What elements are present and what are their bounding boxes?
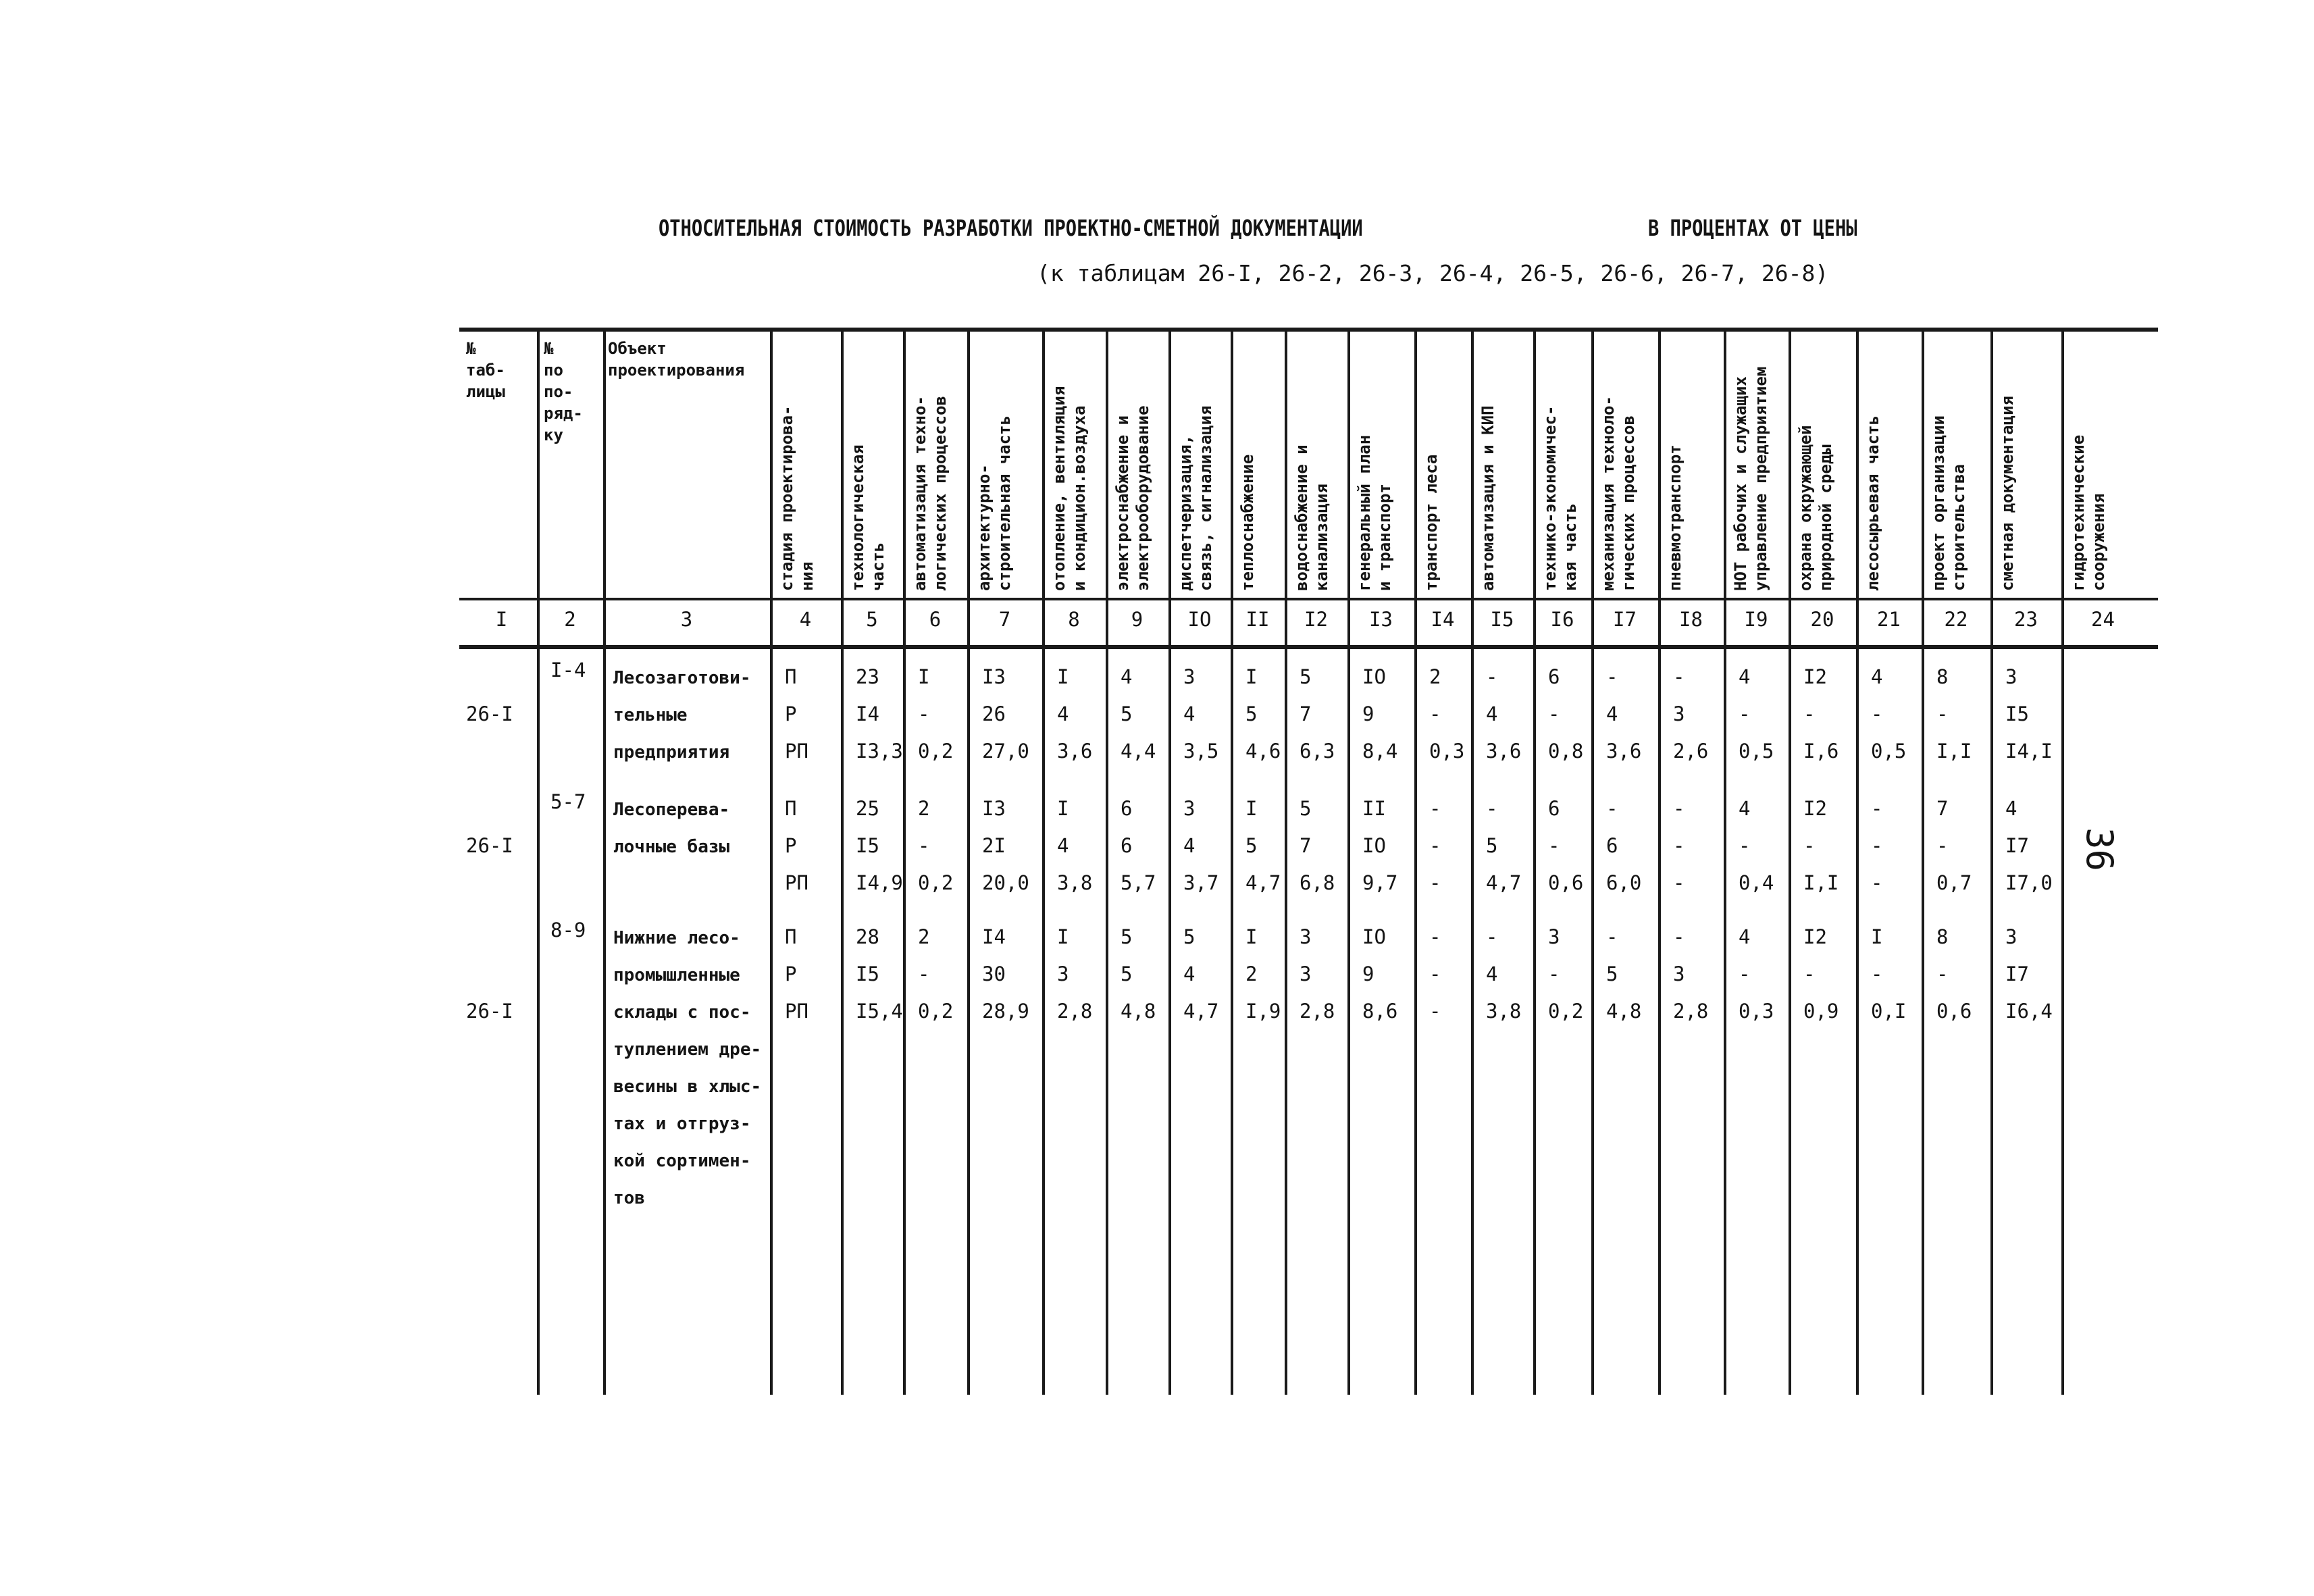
table-cell: 2: [918, 797, 930, 820]
table-cell: 6: [1548, 665, 1560, 688]
column-number: 21: [1877, 608, 1901, 631]
table-cell: 3: [1057, 962, 1069, 985]
order-number: 5-7: [550, 790, 586, 813]
table-cell: 4: [2005, 797, 2017, 820]
table-cell: -: [1673, 925, 1685, 948]
table-cell: 23: [856, 665, 879, 688]
table-cell: -: [918, 702, 930, 725]
column-number: 22: [1944, 608, 1968, 631]
table-cell: 0,4: [1739, 871, 1774, 894]
header-column-22: проект организации строительства: [1929, 415, 1968, 591]
table-cell: -: [1606, 925, 1618, 948]
table-cell: I7,0: [2005, 871, 2053, 894]
table-cell: I7: [2005, 962, 2029, 985]
table-cell: -: [1739, 962, 1751, 985]
header-column-8: отопление, вентиляция и кондицион.воздуха: [1050, 386, 1089, 591]
column-divider: [1922, 328, 1924, 1395]
object-name: Лесозаготови- тельные предприятия: [613, 668, 751, 763]
table-cell: I: [1057, 665, 1069, 688]
table-cell: 2,8: [1057, 1000, 1093, 1023]
table-cell: -: [1673, 665, 1685, 688]
table-cell: РП: [785, 1000, 808, 1023]
column-divider: [1106, 328, 1108, 1395]
table-cell: 4,7: [1486, 871, 1522, 894]
column-divider: [770, 328, 773, 1395]
table-cell: -: [1429, 925, 1441, 948]
table-cell: -: [1673, 797, 1685, 820]
table-cell: 4: [1183, 702, 1195, 725]
table-cell: I,6: [1803, 740, 1839, 763]
table-cell: I: [1871, 925, 1883, 948]
table-cell: I5,4: [856, 1000, 903, 1023]
table-cell: I: [1245, 665, 1258, 688]
table-cell: 9,7: [1362, 871, 1398, 894]
table-cell: 4: [1183, 962, 1195, 985]
table-cell: 3: [1548, 925, 1560, 948]
table-cell: -: [1739, 834, 1751, 857]
column-divider: [1724, 328, 1726, 1395]
table-cell: I: [1245, 925, 1258, 948]
table-cell: 3,8: [1486, 1000, 1522, 1023]
header-column-21: лесосырьевая часть: [1863, 415, 1882, 591]
table-cell: II: [1362, 797, 1386, 820]
table-cell: 4: [1057, 702, 1069, 725]
column-divider: [1658, 328, 1661, 1395]
table-cell: -: [1871, 962, 1883, 985]
table-cell: I4,9: [856, 871, 903, 894]
table-cell: 0,7: [1936, 871, 1972, 894]
table-cell: 3: [1183, 665, 1195, 688]
table-cell: 28: [856, 925, 879, 948]
table-cell: 27,0: [982, 740, 1029, 763]
table-cell: 0,2: [918, 740, 954, 763]
table-cell: -: [1486, 797, 1498, 820]
column-number: 5: [866, 608, 878, 631]
table-cell: 4,8: [1121, 1000, 1156, 1023]
column-number: 4: [799, 608, 812, 631]
header-column-15: автоматизация и КИП: [1479, 405, 1497, 591]
table-cell: 5: [1121, 925, 1133, 948]
table-cell: 5: [1245, 702, 1258, 725]
column-divider: [1168, 328, 1171, 1395]
table-number: 26-I: [466, 702, 513, 725]
document-title: ОТНОСИТЕЛЬНАЯ СТОИМОСТЬ РАЗРАБОТКИ ПРОЕКТНО-СМЕТНОЙ ДОКУМЕНТАЦИИ: [659, 215, 1363, 241]
table-cell: 4: [1486, 702, 1498, 725]
table-cell: IO: [1362, 925, 1386, 948]
table-cell: 0,5: [1871, 740, 1907, 763]
column-number: 8: [1068, 608, 1080, 631]
table-cell: 0,3: [1429, 740, 1465, 763]
table-cell: -: [1871, 834, 1883, 857]
table-cell: 9: [1362, 962, 1374, 985]
header-column-19: НОТ рабочих и служащих управление предприятием: [1731, 366, 1770, 591]
column-divider: [1285, 328, 1287, 1395]
table-cell: 0,I: [1871, 1000, 1907, 1023]
column-number: 3: [680, 608, 693, 631]
table-cell: I: [1245, 797, 1258, 820]
header-column-6: автоматизация техно- логических процессов: [910, 396, 950, 591]
table-cell: 26: [982, 702, 1006, 725]
table-cell: I3,3: [856, 740, 903, 763]
column-number: I3: [1369, 608, 1393, 631]
column-number: 24: [2091, 608, 2115, 631]
table-cell: I2: [1803, 665, 1827, 688]
header-column-18: пневмотранспорт: [1666, 444, 1685, 591]
table-cell: 4,4: [1121, 740, 1156, 763]
table-cell: 5: [1300, 797, 1312, 820]
table-cell: 3,6: [1057, 740, 1093, 763]
table-cell: 3: [1183, 797, 1195, 820]
table-cell: 6: [1548, 797, 1560, 820]
column-divider: [1042, 328, 1045, 1395]
header-column-9: электроснабжение и электрооборудование: [1113, 405, 1152, 591]
table-cell: IO: [1362, 834, 1386, 857]
table-cell: 2,8: [1673, 1000, 1709, 1023]
header-column-10: диспетчеризация, связь, сигнализация: [1176, 405, 1215, 591]
table-cell: -: [1429, 834, 1441, 857]
table-cell: -: [1429, 871, 1441, 894]
table-cell: Р: [785, 962, 797, 985]
column-divider: [537, 328, 540, 1395]
table-cell: I: [1057, 925, 1069, 948]
table-cell: -: [1429, 1000, 1441, 1023]
order-number: 8-9: [550, 919, 586, 942]
header-column-12: водоснабжение и канализация: [1292, 444, 1331, 591]
table-cell: 4: [1183, 834, 1195, 857]
page-number: 36: [2078, 827, 2121, 872]
column-number: I8: [1679, 608, 1703, 631]
table-cell: 6: [1121, 834, 1133, 857]
table-cell: I: [1057, 797, 1069, 820]
table-cell: П: [785, 925, 797, 948]
table-cell: I,I: [1803, 871, 1839, 894]
table-cell: -: [1548, 702, 1560, 725]
table-cell: 4,7: [1183, 1000, 1219, 1023]
table-cell: -: [1936, 962, 1949, 985]
table-cell: 5: [1245, 834, 1258, 857]
table-cell: 8: [1936, 925, 1949, 948]
column-divider: [841, 328, 844, 1395]
table-cell: 0,2: [1548, 1000, 1584, 1023]
column-divider: [1591, 328, 1594, 1395]
table-cell: 5: [1121, 702, 1133, 725]
column-number: 23: [2014, 608, 2038, 631]
table-cell: 2: [1429, 665, 1441, 688]
table-cell: -: [1429, 797, 1441, 820]
object-name: Лесоперева- лочные базы: [613, 800, 730, 857]
document-subtitle: (к таблицам 26-I, 26-2, 26-3, 26-4, 26-5, 26-6, 26-7, 26-8): [1037, 260, 1829, 286]
table-cell: -: [1486, 665, 1498, 688]
column-number: I5: [1490, 608, 1514, 631]
table-cell: 3,5: [1183, 740, 1219, 763]
table-cell: 0,2: [918, 1000, 954, 1023]
table-cell: 8,4: [1362, 740, 1398, 763]
table-cell: 0,5: [1739, 740, 1774, 763]
table-cell: 4,8: [1606, 1000, 1642, 1023]
header-order-number: № по по- ряд- ку: [544, 339, 583, 444]
table-top-rule: [459, 328, 2158, 332]
table-cell: 6: [1606, 834, 1618, 857]
column-number: 9: [1131, 608, 1143, 631]
table-cell: 3: [1300, 962, 1312, 985]
table-cell: I2: [1803, 925, 1827, 948]
table-cell: 3: [2005, 925, 2017, 948]
header-column-17: механизация техноло- гических процессов: [1599, 396, 1638, 591]
table-cell: 6,0: [1606, 871, 1642, 894]
table-cell: 6,3: [1300, 740, 1335, 763]
column-divider: [2061, 328, 2064, 1395]
table-cell: 6: [1121, 797, 1133, 820]
column-divider: [1789, 328, 1791, 1395]
table-cell: 2: [1245, 962, 1258, 985]
order-number: I-4: [550, 659, 586, 681]
table-cell: -: [1803, 834, 1816, 857]
table-cell: -: [1548, 962, 1560, 985]
table-cell: -: [1429, 702, 1441, 725]
column-divider: [903, 328, 906, 1395]
table-cell: I4: [856, 702, 879, 725]
table-cell: 2: [918, 925, 930, 948]
table-cell: -: [1936, 834, 1949, 857]
table-cell: I3: [982, 797, 1006, 820]
column-divider: [1990, 328, 1993, 1395]
table-cell: I3: [982, 665, 1006, 688]
table-cell: 5: [1486, 834, 1498, 857]
header-table-number: № таб- лицы: [466, 339, 505, 401]
table-cell: 5: [1183, 925, 1195, 948]
table-cell: 5: [1606, 962, 1618, 985]
table-cell: I4,I: [2005, 740, 2053, 763]
table-cell: 7: [1936, 797, 1949, 820]
table-cell: 4,7: [1245, 871, 1281, 894]
table-cell: 7: [1300, 834, 1312, 857]
table-cell: П: [785, 665, 797, 688]
header-column-14: транспорт леса: [1422, 454, 1441, 591]
table-cell: 4: [1121, 665, 1133, 688]
table-cell: 3,7: [1183, 871, 1219, 894]
table-cell: 5: [1300, 665, 1312, 688]
table-cell: -: [918, 962, 930, 985]
header-column-7: архитектурно- строительная часть: [975, 415, 1014, 591]
header-column-16: технико-экономичес- кая часть: [1541, 405, 1580, 591]
header-column-13: генеральный план и транспорт: [1355, 434, 1394, 591]
column-divider: [1856, 328, 1859, 1395]
table-cell: 4: [1871, 665, 1883, 688]
table-cell: 2I: [982, 834, 1006, 857]
column-number: I9: [1744, 608, 1768, 631]
table-cell: -: [1606, 665, 1618, 688]
table-cell: -: [1871, 797, 1883, 820]
column-divider: [603, 328, 606, 1395]
column-divider: [1231, 328, 1233, 1395]
header-column-11: теплоснабжение: [1238, 454, 1257, 591]
header-column-4: стадия проектирова- ния: [777, 405, 817, 591]
column-number: I: [495, 608, 508, 631]
table-cell: I5: [856, 834, 879, 857]
table-cell: 4: [1057, 834, 1069, 857]
table-cell: 3,6: [1606, 740, 1642, 763]
table-cell: 3: [1673, 962, 1685, 985]
table-cell: 0,8: [1548, 740, 1584, 763]
table-cell: I4: [982, 925, 1006, 948]
document-title-unit: В ПРОЦЕНТАХ ОТ ЦЕНЫ: [1648, 215, 1857, 241]
table-cell: 3,8: [1057, 871, 1093, 894]
numbers-bottom-rule: [459, 645, 2158, 649]
table-cell: -: [1606, 797, 1618, 820]
column-number: I7: [1613, 608, 1637, 631]
header-column-20: охрана окружающей природной среды: [1796, 425, 1835, 591]
table-cell: I: [918, 665, 930, 688]
table-cell: 2,6: [1673, 740, 1709, 763]
table-cell: -: [1739, 702, 1751, 725]
column-divider: [1414, 328, 1417, 1395]
table-cell: IO: [1362, 665, 1386, 688]
table-cell: 5: [1121, 962, 1133, 985]
table-cell: -: [1936, 702, 1949, 725]
table-cell: -: [1486, 925, 1498, 948]
header-object: Объект проектирования: [608, 339, 745, 380]
table-cell: -: [1548, 834, 1560, 857]
table-cell: I5: [856, 962, 879, 985]
table-cell: РП: [785, 871, 808, 894]
table-cell: 4: [1739, 665, 1751, 688]
table-cell: 9: [1362, 702, 1374, 725]
table-cell: 0,3: [1739, 1000, 1774, 1023]
table-cell: 20,0: [982, 871, 1029, 894]
table-cell: 30: [982, 962, 1006, 985]
column-divider: [1347, 328, 1350, 1395]
table-cell: Р: [785, 834, 797, 857]
table-cell: -: [1429, 962, 1441, 985]
table-cell: 8,6: [1362, 1000, 1398, 1023]
table-cell: 0,9: [1803, 1000, 1839, 1023]
table-cell: I5: [2005, 702, 2029, 725]
table-cell: 4: [1606, 702, 1618, 725]
column-number: 7: [998, 608, 1011, 631]
table-cell: 3: [1673, 702, 1685, 725]
table-cell: 6,8: [1300, 871, 1335, 894]
header-column-24: гидротехнические сооружения: [2069, 434, 2108, 591]
column-number: II: [1245, 608, 1270, 631]
table-cell: 7: [1300, 702, 1312, 725]
table-cell: 4: [1486, 962, 1498, 985]
column-number: I2: [1304, 608, 1328, 631]
table-cell: -: [1871, 871, 1883, 894]
header-bottom-rule: [459, 598, 2158, 600]
table-cell: -: [1803, 702, 1816, 725]
table-cell: 4,6: [1245, 740, 1281, 763]
table-cell: -: [918, 834, 930, 857]
table-cell: 25: [856, 797, 879, 820]
table-cell: 3: [2005, 665, 2017, 688]
table-cell: I,I: [1936, 740, 1972, 763]
table-cell: -: [1871, 702, 1883, 725]
table-cell: 0,6: [1548, 871, 1584, 894]
table-cell: 28,9: [982, 1000, 1029, 1023]
table-cell: 4: [1739, 797, 1751, 820]
column-number: 20: [1810, 608, 1834, 631]
table-cell: 2,8: [1300, 1000, 1335, 1023]
table-cell: -: [1673, 834, 1685, 857]
column-divider: [967, 328, 970, 1395]
table-cell: 8: [1936, 665, 1949, 688]
table-cell: 5,7: [1121, 871, 1156, 894]
table-cell: 3,6: [1486, 740, 1522, 763]
column-divider: [1471, 328, 1474, 1395]
table-cell: РП: [785, 740, 808, 763]
header-column-23: сметная документация: [1998, 396, 2017, 591]
table-cell: 0,6: [1936, 1000, 1972, 1023]
column-number: 2: [564, 608, 576, 631]
table-number: 26-I: [466, 1000, 513, 1023]
table-cell: 3: [1300, 925, 1312, 948]
column-number: I4: [1431, 608, 1455, 631]
header-column-5: технологическая часть: [848, 444, 888, 591]
table-cell: 0,2: [918, 871, 954, 894]
table-cell: Р: [785, 702, 797, 725]
column-divider: [1533, 328, 1536, 1395]
column-number: I6: [1550, 608, 1574, 631]
table-cell: 4: [1739, 925, 1751, 948]
column-number: 6: [929, 608, 942, 631]
table-cell: I2: [1803, 797, 1827, 820]
table-cell: -: [1673, 871, 1685, 894]
column-number: IO: [1187, 608, 1212, 631]
table-cell: I,9: [1245, 1000, 1281, 1023]
table-cell: П: [785, 797, 797, 820]
table-number: 26-I: [466, 834, 513, 857]
table-cell: -: [1803, 962, 1816, 985]
table-cell: I6,4: [2005, 1000, 2053, 1023]
table-cell: I7: [2005, 834, 2029, 857]
object-name: Нижние лесо- промышленные склады с пос- туплением дре- весины в хлыс- тах и отгруз- кой сортимен- тов: [613, 928, 762, 1208]
